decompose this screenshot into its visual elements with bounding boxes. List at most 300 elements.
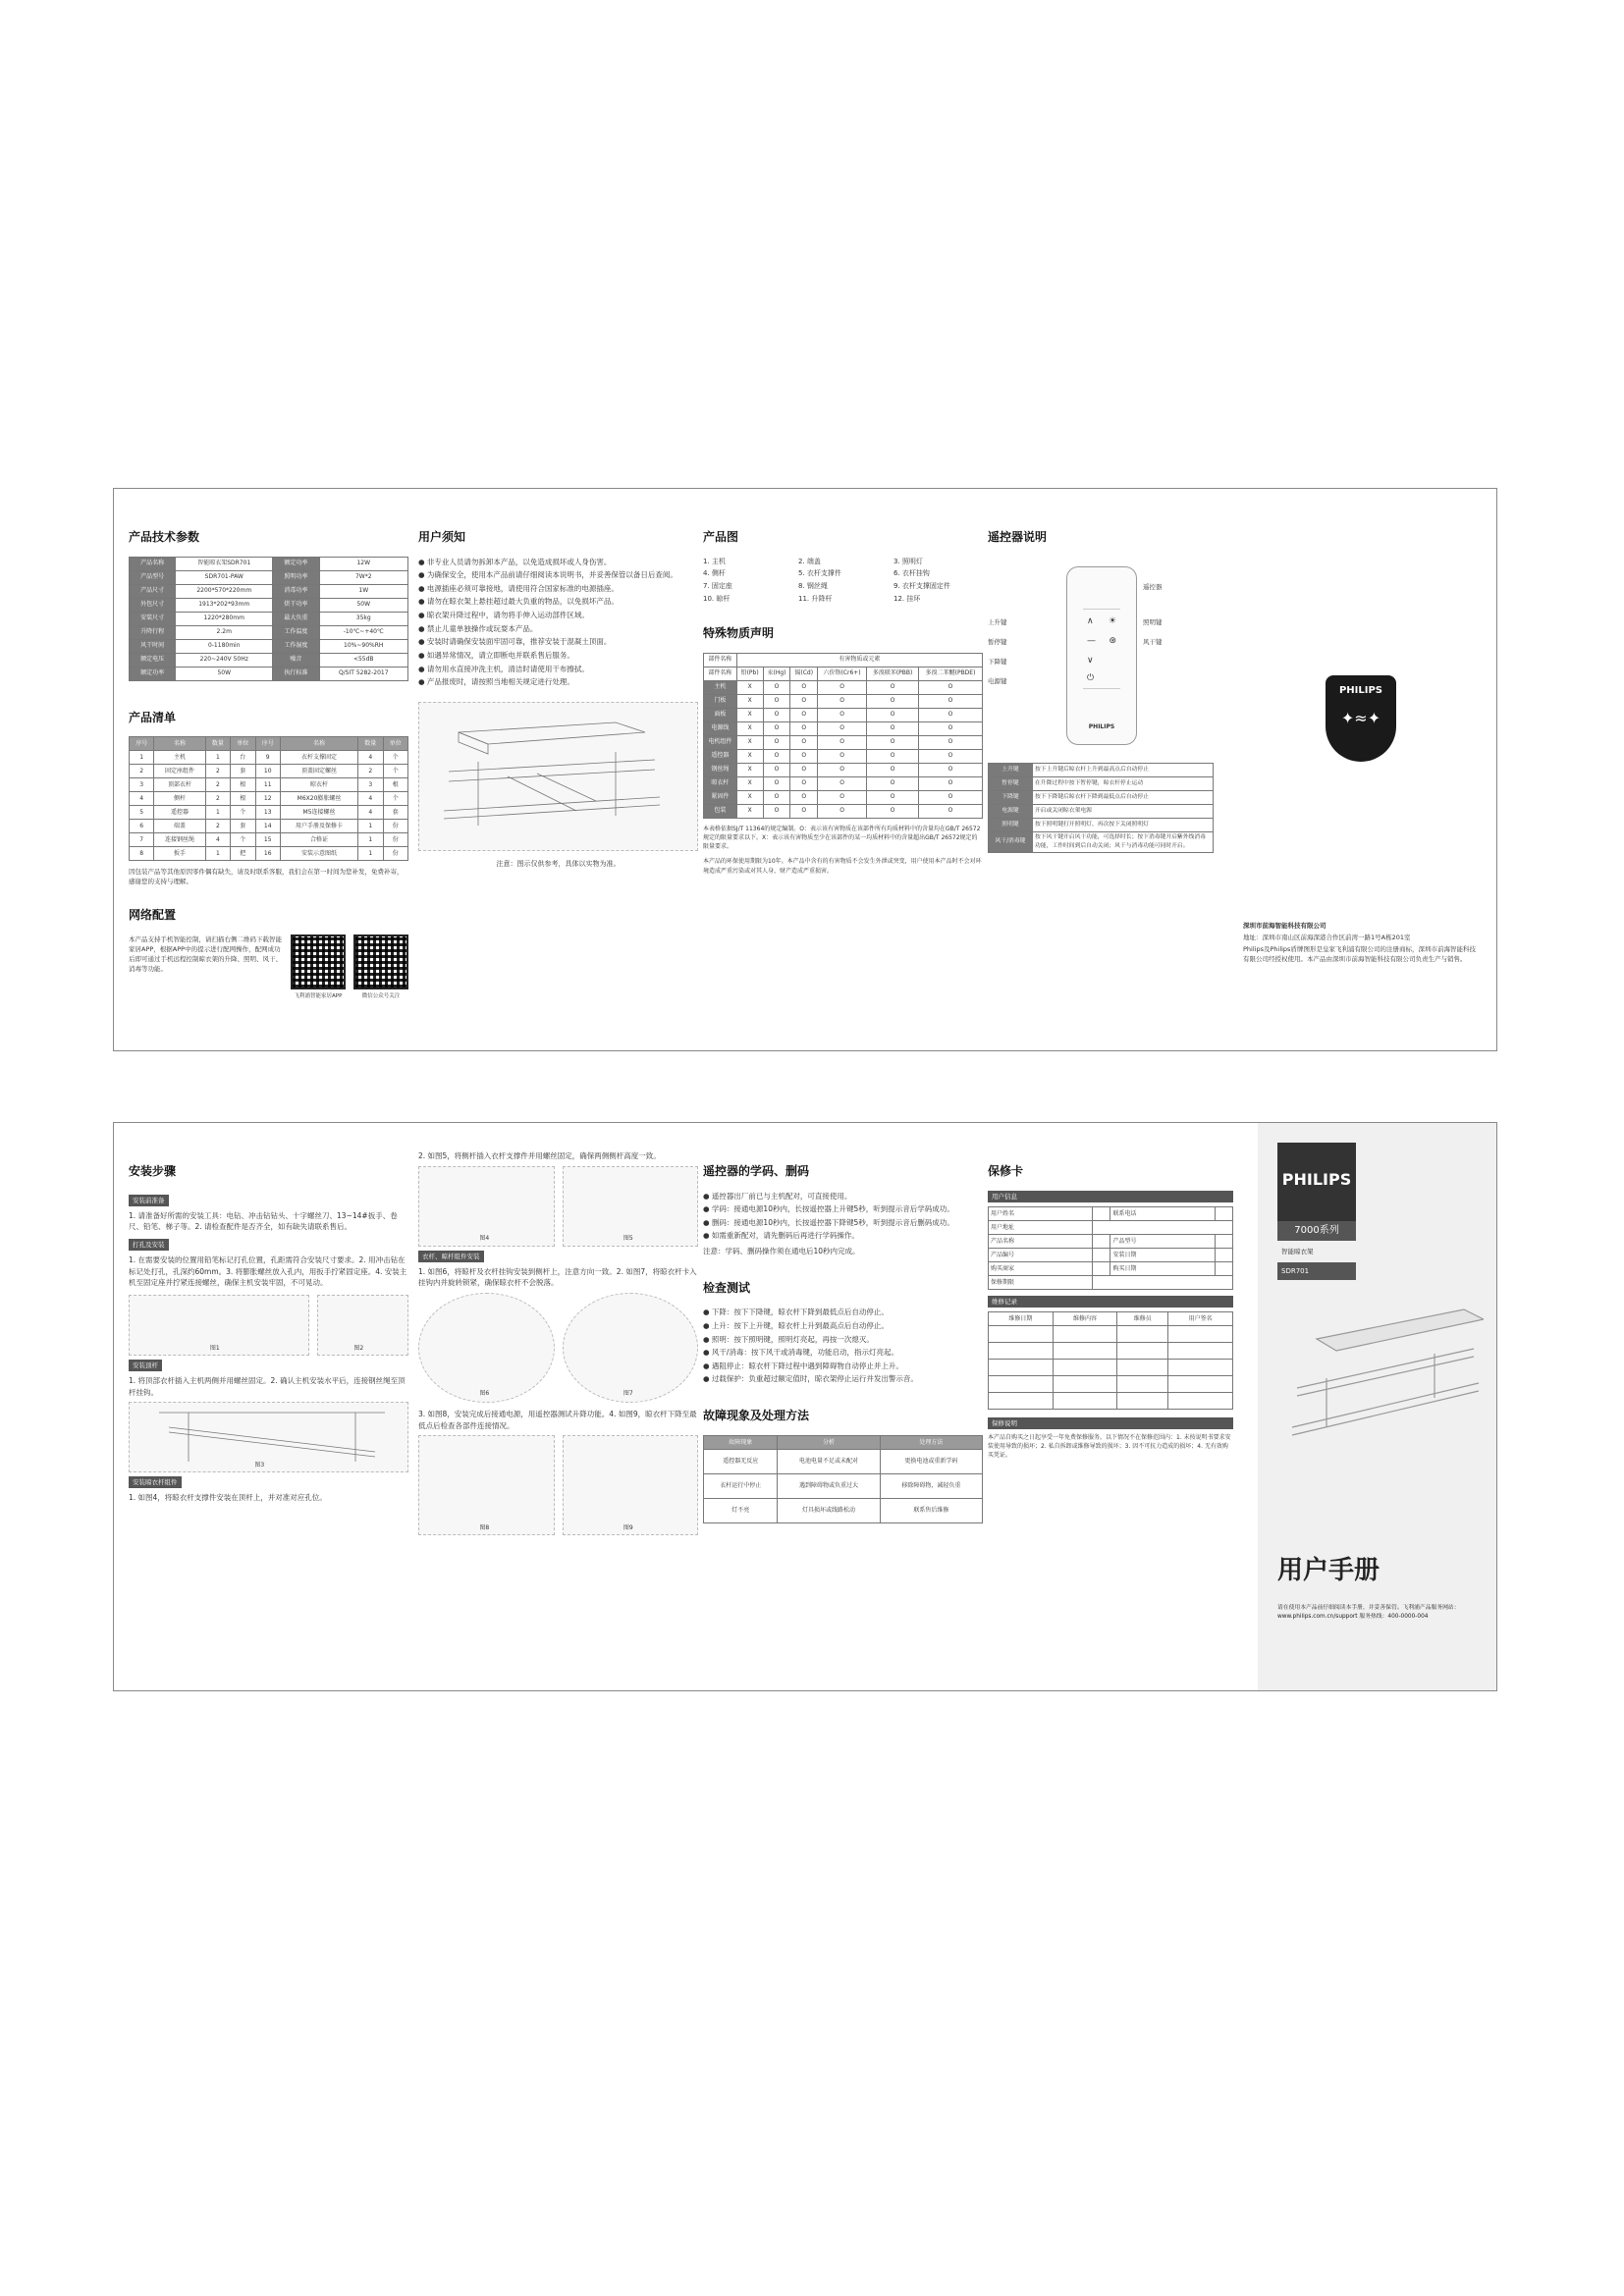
remote-key-name: 照明键 (989, 818, 1033, 831)
cover-product: 智能晾衣架 (1281, 1248, 1314, 1255)
spec-value: 7W*2 (319, 570, 408, 584)
table-cell: O (919, 680, 983, 694)
exploded-drawing (418, 702, 698, 851)
list-item: ● 下降：按下下降键，晾衣杆下降到最低点后自动停止。 (703, 1308, 889, 1317)
table-row (989, 776, 1214, 790)
cover-manual-title: 用户手册 (1277, 1556, 1380, 1585)
table-cell: O (790, 735, 818, 749)
pairing-column (703, 1162, 983, 1523)
table-header-cell: 名称 (154, 737, 205, 751)
check-title: 检查测试 (703, 1280, 751, 1295)
table-cell: 把 (231, 847, 255, 861)
table-cell: 1 (205, 751, 230, 765)
part-item: 1. 主机 (703, 557, 726, 565)
remote-control (1066, 566, 1137, 745)
table-header-cell: 处理方法 (880, 1435, 982, 1449)
list-item: ● 为确保安全，使用本产品前请仔细阅读本说明书，并妥善保管以备日后查阅。 (418, 570, 677, 580)
table-cell: 个 (231, 806, 255, 820)
figure-5-caption: 图5 (623, 1235, 633, 1243)
table-cell: O (919, 804, 983, 818)
table-cell: 用户手册及保修卡 (280, 820, 357, 833)
table-row (130, 584, 408, 598)
figure-7-caption: 图7 (623, 1389, 633, 1397)
warranty-value-field (1093, 1275, 1233, 1289)
remote-key-desc: 按下上升键后晾衣杆上升到最高点后自动停止 (1033, 763, 1214, 776)
part-item: 4. 侧杆 (703, 569, 726, 578)
table-cell: 2 (205, 820, 230, 833)
cover-brand-box (1277, 1143, 1356, 1221)
repair-cell (1117, 1342, 1168, 1359)
table-cell: O (817, 708, 866, 721)
warranty-terms: 本产品自购买之日起享受一年免费保修服务。以下情况不在保修范围内：1. 未按说明书要求安装使用导致的损坏；2. 私自拆卸或维修导致的损坏；3. 因不可抗力造成的损坏；4. 无有效购买凭证。 (988, 1433, 1231, 1460)
table-cell: O (867, 763, 919, 776)
repair-cell (1117, 1359, 1168, 1375)
table-cell: M6X20膨胀螺丝 (280, 792, 357, 806)
table-header-cell: 分析 (778, 1435, 880, 1449)
repair-row (989, 1325, 1233, 1342)
remote-button-area (1083, 609, 1120, 689)
table-row (704, 749, 983, 763)
table-cell: 移除障碍物，减轻负重 (880, 1473, 982, 1498)
spec-label: 产品型号 (130, 570, 176, 584)
part-item: 7. 固定座 (703, 582, 732, 591)
spec-value: 50W (319, 598, 408, 612)
table-row (130, 639, 408, 653)
warranty-label: 购买日期 (1110, 1261, 1215, 1275)
spec-column (129, 528, 408, 1001)
table-cell: O (763, 680, 790, 694)
light-icon[interactable]: ☀ (1108, 615, 1116, 626)
table-cell: 遥控器 (154, 806, 205, 820)
table-header-cell: 镉(Cd) (790, 667, 818, 680)
sheet-1 (113, 488, 1497, 1051)
table-cell: 电源线 (704, 721, 737, 735)
table-cell: 16 (255, 847, 280, 861)
table-cell: 10 (255, 765, 280, 778)
remote-title: 遥控器说明 (988, 530, 1048, 544)
company-address: 地址：深圳市南山区前海深港合作区前湾一路1号A栋201室 (1243, 934, 1411, 942)
table-cell: O (790, 776, 818, 790)
spec-label: 额定功率 (273, 557, 319, 570)
qr-caption-1: 飞利浦智能家居APP (294, 993, 343, 1000)
table-cell: 遇到障碍物或负重过大 (778, 1473, 880, 1498)
warranty-sec1: 用户信息 (988, 1191, 1233, 1202)
list-item: ● 遥控器出厂前已与主机配对，可直接使用。 (703, 1191, 852, 1201)
table-cell: O (919, 776, 983, 790)
remote-key-desc: 按下照明键打开照明灯，再次按下关闭照明灯 (1033, 818, 1214, 831)
list-item: ● 上升：按下上升键，晾衣杆上升到最高点后自动停止。 (703, 1320, 889, 1330)
repair-cell (1168, 1375, 1233, 1392)
table-cell: 1 (358, 820, 383, 833)
table-cell: 11 (255, 778, 280, 792)
table-cell: 2 (205, 778, 230, 792)
table-cell: 1 (205, 806, 230, 820)
spec-value: 2200*570*220mm (176, 584, 273, 598)
spec-label: 风干时间 (130, 639, 176, 653)
warranty-value-field (1093, 1220, 1233, 1234)
list-item: ● 遇阻停止：晾衣杆下降过程中遇到障碍物自动停止并上升。 (703, 1361, 903, 1370)
repair-cell (1053, 1375, 1117, 1392)
table-cell: O (790, 680, 818, 694)
table-row (704, 776, 983, 790)
spec-value: -10℃~+40℃ (319, 625, 408, 639)
table-header-cell: 单位 (231, 737, 255, 751)
table-cell: 个 (383, 751, 407, 765)
spec-label: 外包尺寸 (130, 598, 176, 612)
repair-cell (989, 1375, 1054, 1392)
spec-title: 产品技术参数 (129, 530, 200, 544)
list-item: ● 安装时请确保安装面牢固可靠，推荐安装于混凝土顶面。 (418, 637, 612, 647)
table-cell: 2 (358, 765, 383, 778)
table-cell: 12 (255, 792, 280, 806)
pairing-list (703, 1191, 983, 1243)
table-cell: O (919, 790, 983, 804)
table-row (130, 765, 408, 778)
label-light: 照明键 (1143, 617, 1163, 626)
spec-value: 35kg (319, 612, 408, 625)
table-row (130, 598, 408, 612)
uv-icon[interactable]: ⊛ (1109, 635, 1116, 646)
remote-key-desc: 在升降过程中按下暂停键，晾衣杆停止运动 (1033, 776, 1214, 790)
remote-diagram (988, 557, 1214, 763)
install2-column (418, 1150, 698, 1535)
table-cell: 固定座组件 (154, 765, 205, 778)
install2-text2: 1. 如图6，将晾杆及衣杆挂钩安装到侧杆上，注意方向一致。2. 如图7，将晾衣杆卡入挂钩内并旋转锁紧，确保晾衣杆不会脱落。 (418, 1266, 697, 1288)
table-cell: O (867, 790, 919, 804)
table-cell: O (817, 776, 866, 790)
list-item: ● 晾衣架升降过程中，请勿将手伸入运动部件区域。 (418, 611, 589, 620)
table-cell: 衣杆运行中停止 (704, 1473, 778, 1498)
spec-value: 0-1180min (176, 639, 273, 653)
star-wave-icon: ✦≈✦ (1340, 708, 1381, 727)
table-cell: X (736, 708, 763, 721)
table-cell: 5 (130, 806, 154, 820)
table-cell: O (763, 790, 790, 804)
warranty-value-field (1215, 1248, 1232, 1261)
install-text2: 1. 在需要安装的位置用铅笔标记打孔位置，孔距需符合安装尺寸要求。2. 用冲击钻在标记处打孔，孔深约60mm。3. 将膨胀螺丝放入孔内，用扳手拧紧固定座。4. 安装主机至固定座并拧紧连接螺丝，确保主机安装牢固，不可晃动。 (129, 1255, 407, 1288)
philips-shield-icon (1326, 675, 1396, 762)
table-cell: O (763, 804, 790, 818)
trouble-table (703, 1435, 983, 1523)
table-cell: 2 (130, 765, 154, 778)
company-name: 深圳市前海智能科技有限公司 (1243, 922, 1326, 930)
table-cell: 7 (130, 833, 154, 847)
table-cell: O (817, 721, 866, 735)
shield-brand: PHILIPS (1338, 685, 1383, 696)
install-sec2: 打孔及安装 (129, 1239, 169, 1251)
install-text3: 1. 将顶部衣杆插入主机两侧并用螺丝固定。2. 确认主机安装水平后，连接钢丝绳至顶杆挂钩。 (129, 1375, 406, 1397)
table-cell: 电机组件 (704, 735, 737, 749)
notice-column (418, 528, 698, 872)
table-cell: 4 (130, 792, 154, 806)
spec-label: 额定功率 (130, 667, 176, 680)
list-item: ● 过载保护：负重超过额定值时，晾衣架停止运行并发出警示音。 (703, 1374, 918, 1384)
figure-5 (563, 1166, 699, 1247)
table-cell: O (919, 694, 983, 708)
part-item: 9. 衣杆支撑固定件 (893, 582, 950, 591)
table-row (130, 792, 408, 806)
table-cell: O (817, 790, 866, 804)
list-title: 产品清单 (129, 710, 177, 724)
table-cell: 灯不亮 (704, 1498, 778, 1522)
power-icon[interactable]: ⏻ (1087, 672, 1095, 683)
table-cell: 面板 (704, 708, 737, 721)
table-cell: O (790, 749, 818, 763)
table-cell: 套 (231, 765, 255, 778)
part-item: 8. 钢丝绳 (798, 582, 828, 591)
spec-value: 50W (176, 667, 273, 680)
table-cell: O (919, 749, 983, 763)
hazard-table (703, 653, 983, 819)
table-cell: O (919, 721, 983, 735)
warranty-sec3: 保修说明 (988, 1417, 1233, 1429)
table-row (130, 751, 408, 765)
repair-cell (1053, 1342, 1117, 1359)
table-cell: O (790, 790, 818, 804)
table-row (989, 818, 1214, 831)
table-header-row (989, 1311, 1233, 1325)
warranty-label: 产品名称 (989, 1234, 1093, 1248)
table-cell: O (919, 735, 983, 749)
table-cell: 3 (130, 778, 154, 792)
table-row (989, 763, 1214, 776)
table-cell: O (867, 776, 919, 790)
table-row (130, 612, 408, 625)
warranty-value-field (1093, 1206, 1110, 1220)
install2-text3: 3. 如图8，安装完成后接通电源，用遥控器测试升降功能。4. 如图9，晾衣杆下降至最低点后检查各部件连接情况。 (418, 1409, 697, 1430)
table-row (704, 790, 983, 804)
remote-key-desc: 开启或关闭晾衣架电源 (1033, 804, 1214, 818)
exploded-drawing-svg (419, 703, 697, 850)
table-row (704, 1473, 983, 1498)
table-cell: O (763, 694, 790, 708)
table-row (704, 708, 983, 721)
qr-block-2 (353, 934, 408, 1001)
remote-key-name: 电源键 (989, 804, 1033, 818)
spec-value: 10%~90%RH (319, 639, 408, 653)
cover-brand: PHILIPS (1281, 1170, 1352, 1189)
warranty-value-field (1093, 1248, 1110, 1261)
table-cell: 1 (205, 847, 230, 861)
company-desc: Philips及Philips盾牌图形是皇家飞利浦有限公司的注册商标，深圳市前海智能科技有限公司经授权使用。本产品由深圳市前海智能科技有限公司负责生产与销售。 (1243, 945, 1476, 964)
table-cell: X (736, 790, 763, 804)
table-cell: O (763, 735, 790, 749)
figure-9 (563, 1435, 699, 1535)
spec-label: 烘干功率 (273, 598, 319, 612)
trouble-title: 故障现象及处理方法 (703, 1409, 810, 1423)
table-cell: 3 (358, 778, 383, 792)
install-sec3: 安装顶杆 (129, 1360, 162, 1371)
warranty-label: 产品型号 (1110, 1234, 1215, 1248)
part-item: 10. 晾杆 (703, 595, 731, 604)
table-cell: 紧固件 (704, 790, 737, 804)
figure-1-caption: 图1 (209, 1344, 220, 1352)
notice-caution: 注意：图示仅供参考，具体以实物为准。 (496, 859, 621, 868)
part-item: 5. 衣杆支撑件 (798, 569, 841, 578)
spec-label: 额定电压 (130, 653, 176, 667)
figure-3-caption: 图3 (254, 1461, 265, 1468)
figure-4 (418, 1166, 555, 1247)
repair-cell (989, 1342, 1054, 1359)
install2-text1: 2. 如图5，将侧杆插入衣杆支撑件并用螺丝固定，确保两侧侧杆高度一致。 (418, 1151, 661, 1160)
table-cell: O (919, 763, 983, 776)
repair-row (989, 1375, 1233, 1392)
table-row (130, 778, 408, 792)
table-row (989, 1248, 1233, 1261)
warranty-column (988, 1162, 1233, 1463)
label-down: 下降键 (988, 657, 1007, 666)
figure-6-caption: 图6 (479, 1389, 490, 1397)
figure-6 (418, 1293, 555, 1403)
part-item: 6. 衣杆挂钩 (893, 569, 930, 578)
repair-cell (1168, 1342, 1233, 1359)
table-cell: 个 (383, 792, 407, 806)
table-row (989, 1275, 1233, 1289)
cover-model: SDR701 (1277, 1262, 1356, 1280)
list-note: 因包装产品等其他原因零件偶有缺失，请及时联系客服，我们会在第一时间为您补发，免费补寄，感谢您的支持与理解。 (129, 868, 404, 886)
table-cell: 个 (383, 765, 407, 778)
table-row (130, 625, 408, 639)
remote-column (988, 528, 1214, 853)
table-cell: 晾衣杆 (704, 776, 737, 790)
table-cell: 份 (383, 847, 407, 861)
table-row (704, 694, 983, 708)
repair-row (989, 1392, 1233, 1409)
table-cell: 1 (358, 833, 383, 847)
notice-list (418, 557, 698, 688)
warranty-value-field (1215, 1261, 1232, 1275)
remote-key-name: 暂停键 (989, 776, 1033, 790)
list-table (129, 736, 408, 861)
table-cell: 晾衣杆 (280, 778, 357, 792)
table-header-row (130, 737, 408, 751)
table-header-cell: 有害物质或元素 (736, 653, 982, 667)
table-cell: 4 (358, 792, 383, 806)
list-item: ● 删码：接通电源10秒内，长按遥控器下降键5秒，听到提示音后删码成功。 (703, 1217, 954, 1227)
qr-block-1 (291, 934, 346, 1001)
table-row (989, 804, 1214, 818)
table-header-cell: 多溴二苯醚(PBDE) (919, 667, 983, 680)
table-row (130, 820, 408, 833)
table-cell: 2 (205, 792, 230, 806)
table-cell: 包装 (704, 804, 737, 818)
part-item: 11. 升降杆 (798, 595, 833, 604)
table-cell: X (736, 804, 763, 818)
table-cell: O (763, 708, 790, 721)
remote-key-name: 下降键 (989, 790, 1033, 804)
warranty-label: 联系电话 (1110, 1206, 1215, 1220)
table-row (130, 806, 408, 820)
spec-label: 安装尺寸 (130, 612, 176, 625)
label-pause: 暂停键 (988, 637, 1007, 646)
list-item: ● 请勿用水直接冲洗主机，清洁时请使用干布擦拭。 (418, 664, 589, 673)
down-arrow-icon[interactable]: ∨ (1087, 655, 1094, 666)
cover-panel (1258, 1123, 1496, 1690)
table-cell: 电池电量不足或未配对 (778, 1449, 880, 1473)
table-header-cell: 部件名称 (704, 653, 737, 667)
warranty-table (988, 1206, 1233, 1290)
table-cell: 1 (358, 847, 383, 861)
list-item: ● 非专业人员请勿拆卸本产品，以免造成损坏或人身伤害。 (418, 557, 612, 566)
table-cell: 1 (130, 751, 154, 765)
table-cell: X (736, 763, 763, 776)
table-cell: 遥控器无反应 (704, 1449, 778, 1473)
repair-cell (1053, 1359, 1117, 1375)
repair-cell (1117, 1325, 1168, 1342)
table-cell: O (867, 721, 919, 735)
table-header-row (704, 653, 983, 667)
spec-label: 消毒功率 (273, 584, 319, 598)
notice-title: 用户须知 (418, 530, 466, 544)
remote-key-desc: 按下风干键开启风干功能，可选择时长；按下消毒键开启紫外线消毒功能，工作时间到后自动关闭；风干与消毒功能可同时开启。 (1033, 831, 1214, 852)
table-cell: X (736, 694, 763, 708)
table-header-row (704, 1435, 983, 1449)
label-up: 上升键 (988, 617, 1007, 626)
table-cell: O (817, 763, 866, 776)
spec-label: 最大负重 (273, 612, 319, 625)
install-text4: 1. 如图4，将晾衣杆支撑件安装在顶杆上，并对准对应孔位。 (129, 1493, 327, 1503)
list-item: ● 学码：接通电源10秒内，长按遥控器上升键5秒，听到提示音后学码成功。 (703, 1204, 954, 1214)
table-cell: 联系售后维修 (880, 1498, 982, 1522)
spec-value: 1913*202*93mm (176, 598, 273, 612)
table-header-cell: 维修内容 (1053, 1311, 1117, 1325)
hazard-env: 本产品的环保使用期限为10年。本产品中含有的有害物质不会发生外泄或突变，用户使用本产品时不会对环境造成严重污染或对其人身、财产造成严重损害。 (703, 858, 982, 875)
table-row (130, 833, 408, 847)
table-header-cell: 六价铬(Cr6+) (817, 667, 866, 680)
install-sec1: 安装前准备 (129, 1195, 169, 1206)
productfig-title: 产品图 (703, 530, 739, 544)
repair-row (989, 1342, 1233, 1359)
repair-cell (1053, 1325, 1117, 1342)
up-arrow-icon[interactable]: ∧ (1087, 615, 1094, 626)
table-header-cell: 名称 (280, 737, 357, 751)
table-row (704, 735, 983, 749)
table-cell: 个 (231, 833, 255, 847)
warranty-label: 安装日期 (1110, 1248, 1215, 1261)
qr-code-app[interactable] (291, 934, 346, 989)
spec-table (129, 557, 408, 681)
table-cell: 安装示意图纸 (280, 847, 357, 861)
table-cell: O (867, 749, 919, 763)
table-row (130, 653, 408, 667)
pause-icon[interactable]: — (1087, 635, 1096, 646)
table-cell: 14 (255, 820, 280, 833)
warranty-label: 购买商家 (989, 1261, 1093, 1275)
repair-cell (1053, 1392, 1117, 1409)
spec-value: 1220*280mm (176, 612, 273, 625)
table-cell: 合格证 (280, 833, 357, 847)
table-cell: 根 (231, 778, 255, 792)
table-cell: 13 (255, 806, 280, 820)
figure-9-caption: 图9 (623, 1523, 633, 1531)
spec-label: 噪音 (273, 653, 319, 667)
warranty-label: 用户姓名 (989, 1206, 1093, 1220)
table-cell: O (867, 694, 919, 708)
table-header-cell: 部件名称 (704, 667, 737, 680)
table-cell: 侧杆 (154, 792, 205, 806)
table-cell: 灯具损坏或线路松动 (778, 1498, 880, 1522)
spec-value: 1W (319, 584, 408, 598)
repair-cell (1168, 1359, 1233, 1375)
table-cell: X (736, 776, 763, 790)
figure-3-svg (130, 1403, 407, 1471)
qr-code-wechat[interactable] (353, 934, 408, 989)
table-cell: 套 (383, 806, 407, 820)
table-row (989, 790, 1214, 804)
pairing-title: 遥控器的学码、删码 (703, 1164, 810, 1178)
table-cell: O (867, 680, 919, 694)
table-row (989, 1234, 1233, 1248)
